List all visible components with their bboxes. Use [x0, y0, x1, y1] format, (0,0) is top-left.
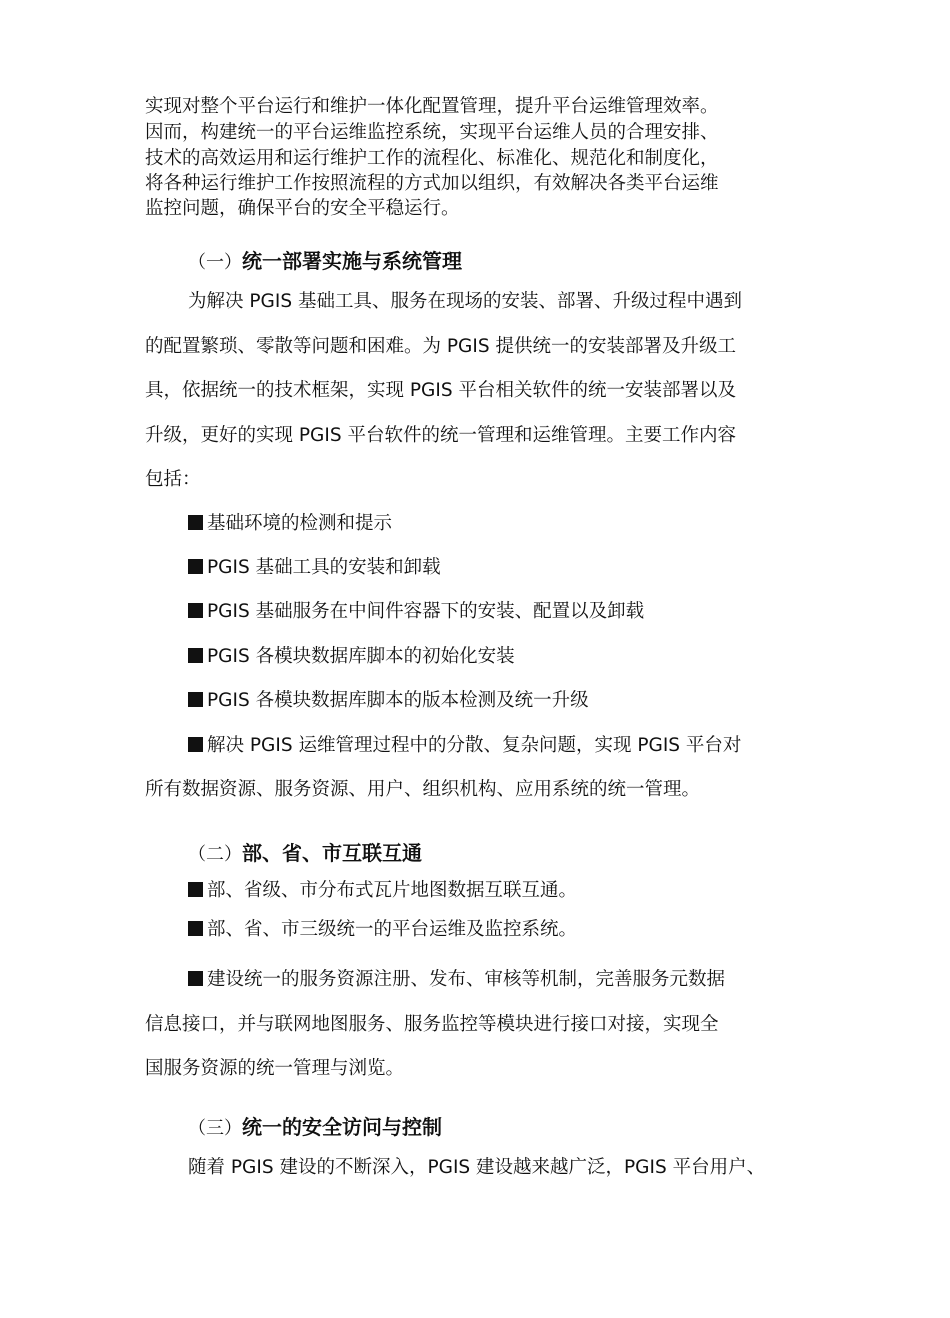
intro-line-1: 实现对整个平台运行和维护一体化配置管理，提升平台运维管理效率。 — [145, 96, 719, 117]
section-2-bullet-3-cont-1: 信息接口，并与联网地图服务、服务监控等模块进行接口对接，实现全 — [145, 1014, 719, 1035]
bullet-text: PGIS 基础服务在中间件容器下的安装、配置以及卸载 — [207, 601, 645, 622]
section-1-bullet-1 — [188, 515, 392, 534]
bullet-text: 部、省级、市分布式瓦片地图数据互联互通。 — [207, 880, 578, 901]
section-1-number: （一） — [188, 252, 242, 273]
section-2-bullet-3 — [188, 971, 725, 990]
section-2-bullet-3-cont-2: 国服务资源的统一管理与浏览。 — [145, 1058, 405, 1079]
section-3-title: 统一的安全访问与控制 — [242, 1115, 442, 1139]
bullet-square-icon — [188, 971, 203, 986]
bullet-square-icon — [188, 648, 203, 663]
bullet-square-icon — [188, 882, 203, 897]
section-3-number: （三） — [188, 1118, 242, 1139]
bullet-text: PGIS 各模块数据库脚本的版本检测及统一升级 — [207, 690, 589, 711]
intro-line-2: 因而，构建统一的平台运维监控系统，实现平台运维人员的合理安排、 — [145, 122, 719, 143]
bullet-square-icon — [188, 692, 203, 707]
section-1-bullet-4 — [188, 648, 515, 667]
bullet-text: PGIS 各模块数据库脚本的初始化安装 — [207, 646, 515, 667]
section-1-bullet-6 — [188, 737, 741, 756]
section-2-number: （二） — [188, 844, 242, 865]
section-1-bullet-3 — [188, 603, 644, 622]
section-2-heading — [188, 843, 422, 864]
bullet-text: 解决 PGIS 运维管理过程中的分散、复杂问题，实现 PGIS 平台对 — [207, 735, 742, 756]
section-1-para-line-2: 的配置繁琐、零散等问题和困难。为 PGIS 提供统一的安装部署及升级工 — [145, 336, 736, 357]
intro-line-3: 技术的高效运用和运行维护工作的流程化、标准化、规范化和制度化， — [145, 148, 719, 169]
bullet-square-icon — [188, 515, 203, 530]
section-1-para-line-3: 具，依据统一的技术框架，实现 PGIS 平台相关软件的统一安装部署以及 — [145, 380, 736, 401]
section-1-bullet-6-cont: 所有数据资源、服务资源、用户、组织机构、应用系统的统一管理。 — [145, 779, 701, 800]
bullet-text: 基础环境的检测和提示 — [207, 513, 393, 534]
section-1-bullet-5 — [188, 692, 589, 711]
bullet-text: 部、省、市三级统一的平台运维及监控系统。 — [207, 919, 578, 940]
bullet-square-icon — [188, 559, 203, 574]
section-2-bullet-1 — [188, 882, 577, 901]
section-1-heading — [188, 251, 462, 272]
bullet-square-icon — [188, 921, 203, 936]
section-2-bullet-2 — [188, 921, 577, 940]
intro-line-4: 将各种运行维护工作按照流程的方式加以组织，有效解决各类平台运维 — [145, 173, 719, 194]
intro-line-5: 监控问题，确保平台的安全平稳运行。 — [145, 198, 460, 219]
section-2-title: 部、省、市互联互通 — [242, 841, 422, 865]
bullet-square-icon — [188, 603, 203, 618]
section-1-para-line-5: 包括： — [145, 469, 201, 490]
section-3-para-line-1: 随着 PGIS 建设的不断深入，PGIS 建设越来越广泛，PGIS 平台用户、 — [188, 1157, 766, 1178]
bullet-text: PGIS 基础工具的安装和卸载 — [207, 557, 441, 578]
bullet-text: 建设统一的服务资源注册、发布、审核等机制，完善服务元数据 — [207, 969, 726, 990]
section-1-bullet-2 — [188, 559, 441, 578]
section-1-para-line-1: 为解决 PGIS 基础工具、服务在现场的安装、部署、升级过程中遇到 — [188, 291, 742, 312]
section-1-title: 统一部署实施与系统管理 — [242, 249, 462, 273]
bullet-square-icon — [188, 737, 203, 752]
section-3-heading — [188, 1117, 442, 1138]
section-1-para-line-4: 升级，更好的实现 PGIS 平台软件的统一管理和运维管理。主要工作内容 — [145, 425, 736, 446]
